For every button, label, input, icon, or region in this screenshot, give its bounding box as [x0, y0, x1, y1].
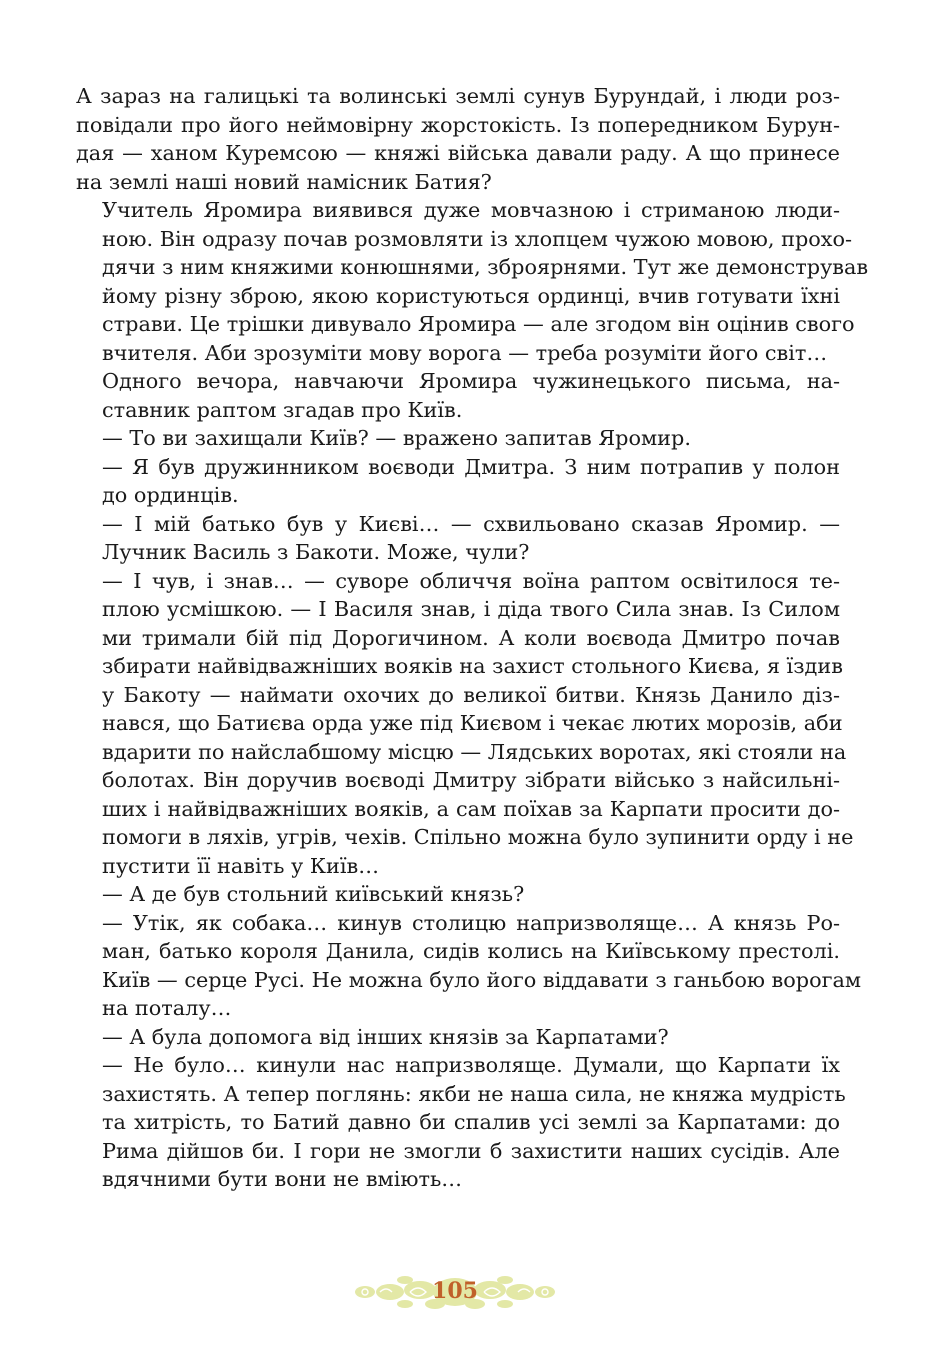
text-line: плою усмішкою. — І Василя знав, і діда твого Сила знав. Із Силом [102, 597, 840, 621]
text-line: нався, що Батиєва орда уже під Києвом і чекає лютих морозів, аби [102, 711, 843, 735]
text-line: — Утік, як собака… кинув столицю напризволяще… А князь Ро- [102, 910, 840, 935]
text-line: до ординців. [102, 483, 239, 507]
text-line: пустити її навіть у Київ… [102, 853, 380, 878]
text-line: у Бакоту — наймати охочих до великої битви. Князь Данило дiз- [102, 682, 840, 707]
text-line: Учитель Яромира виявився дуже мовчазною і стриманою люди- [102, 198, 840, 222]
text-line: ною. Він одразу почав розмовляти із хлопцем чужою мовою, прохо- [102, 226, 853, 251]
paragraph [76, 1051, 846, 1194]
text-line: дая — ханом Куремсою — княжі війська давали раду. А що принесе [76, 141, 840, 165]
text-line: вдячними бути вони не вміють… [102, 1167, 463, 1191]
text-line: йому різну зброю, якою користуються ординці, вчив готувати їхні [102, 283, 840, 308]
text-line: дячи з ним княжими конюшнями, зброярнями. Тут же демонстрував [102, 255, 869, 279]
text-line: повідали про його неймовірну жорстокість. Із попередником Бурун- [76, 112, 840, 137]
text-line: — І чув, і знав… — суворе обличчя воїна раптом освітилося те- [102, 568, 840, 593]
paragraph [76, 510, 840, 567]
text-line: на поталу… [102, 996, 232, 1020]
text-line: Київ — серце Русі. Не можна було його віддавати з ганьбою ворогам [102, 967, 862, 992]
paragraph [76, 909, 862, 1023]
text-line: А зараз на галицькі та волинські землі сунув Бурундай, і люди роз- [76, 84, 840, 108]
text-line: та хитрість, то Батий давно би спалив усі землі за Карпатами: до [102, 1110, 840, 1134]
text-line: болотах. Він доручив воєводі Дмитру зібрати військо з найсильні- [102, 768, 840, 792]
page-footer [350, 1270, 560, 1314]
text-line: захистять. А тепер поглянь: якби не наша сила, не княжа мудрість [102, 1081, 846, 1106]
paragraph [76, 424, 840, 453]
text-line: ми тримали бій під Дорогичином. А коли воєвода Дмитро почав [102, 625, 840, 650]
text-line: вчителя. Аби зрозуміти мову ворога — треба розуміти його світ… [102, 340, 828, 365]
text-line: — І мій батько був у Києві… — схвильовано сказав Яромир. — [102, 511, 840, 536]
text-line: вдарити по найслабшому місцю — Лядських воротах, які стояли на [102, 739, 847, 764]
page-number: 105 [432, 1278, 478, 1304]
paragraph [76, 880, 840, 909]
text-line: — То ви захищали Київ? — вражено запитав Яромир. [102, 426, 691, 450]
paragraph [76, 82, 840, 196]
paragraph [76, 196, 869, 367]
text-line: ман, батько короля Данила, сидів колись на Київському престолі. [102, 939, 840, 963]
text-line: ших і найвідважніших вояків, а сам поїхав за Карпати просити до- [102, 796, 840, 821]
page-body-text [76, 82, 869, 1194]
paragraph [76, 367, 840, 424]
text-line: — Я був дружинником воєводи Дмитра. З ним потрапив у полон [102, 454, 840, 479]
text-line: Лучник Василь з Бакоти. Може, чули? [102, 540, 530, 564]
text-line: ставник раптом згадав про Київ. [102, 397, 463, 422]
text-line: Одного вечора, навчаючи Яромира чужинецького письма, на- [102, 369, 840, 393]
text-line: помоги в ляхів, угрів, чехів. Спільно можна було зупинити орду і не [102, 825, 854, 849]
paragraph [76, 567, 854, 881]
text-line: — А була допомога від інших князів за Карпатами? [102, 1024, 669, 1049]
text-line: — Не було… кинули нас напризволяще. Думали, що Карпати їх [102, 1053, 840, 1077]
text-line: на землі наші новий намісник Батия? [76, 169, 492, 194]
text-line: збирати найвідважніших вояків на захист стольного Києва, я їздив [102, 654, 843, 678]
paragraph [76, 453, 840, 510]
text-line: Рима дійшов би. І гори не змогли б захистити наших сусідів. Але [102, 1138, 840, 1163]
text-line: — А де був стольний київський князь? [102, 882, 525, 906]
paragraph [76, 1023, 840, 1052]
text-line: страви. Це трішки дивувало Яромира — але згодом він оцінив свого [102, 312, 855, 336]
